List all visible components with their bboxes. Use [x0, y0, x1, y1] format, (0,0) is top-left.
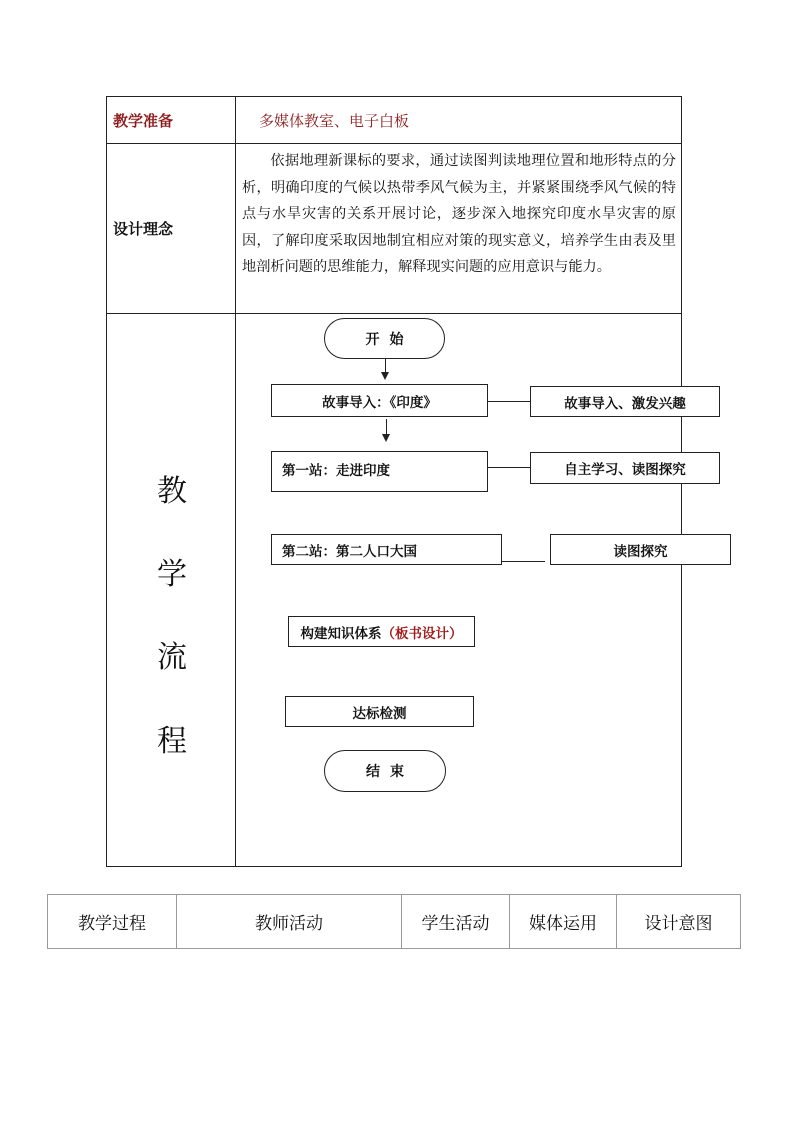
table-header-cell: 设计意图 [644, 913, 713, 934]
flow-arrow-line [386, 419, 387, 435]
table-header-cell: 教学过程 [78, 913, 146, 934]
concept-text: 依据地理新课标的要求，通过读图判读地理位置和地形特点的分析，明确印度的气候以热带季风气候为主，并紧紧围绕季风气候的特点与水旱灾害的关系开展讨论，逐步深入地探究印度水旱灾害的原因，了解印度采取因地制宜相应对策的现实意义，培养学生由表及里地剖析问题的思维能力，解释现实问题的应用意识与能力。 [242, 153, 676, 275]
flow-arrow-line [385, 359, 386, 373]
flow-connector [502, 561, 545, 562]
flow-story-box: 故事导入：《印度》 [271, 384, 488, 417]
flow-label-char: 程 [157, 724, 187, 759]
flow-build-label: 构建知识体系 [300, 625, 382, 642]
flow-build-note: （板书设计） [381, 625, 463, 642]
flow-label-char: 教 [157, 474, 187, 509]
prep-value: 多媒体教室、电子白板 [259, 112, 410, 130]
table-border [235, 96, 236, 867]
flow-station2-side-box: 读图探究 [550, 534, 731, 565]
flow-station1-side-box: 自主学习、读图探究 [530, 452, 720, 484]
table-header-cell: 教师活动 [255, 913, 323, 934]
table-header-cell: 媒体运用 [529, 913, 597, 934]
flow-station2-box: 第二站：第二人口大国 [271, 534, 502, 565]
table-header-cell: 学生活动 [421, 913, 490, 934]
table-border [106, 313, 682, 314]
table-border [106, 143, 682, 144]
arrow-down-icon [382, 434, 390, 442]
table-border [106, 866, 682, 867]
table-border [47, 948, 741, 949]
prep-label: 教学准备 [113, 112, 174, 130]
table-border [106, 96, 682, 97]
flow-label-char: 流 [157, 640, 187, 675]
concept-label: 设计理念 [113, 220, 174, 238]
flow-station1-box: 第一站：走进印度 [271, 451, 488, 492]
flow-story-side-box: 故事导入、激发兴趣 [530, 386, 720, 417]
table-border [740, 894, 741, 949]
flow-start-node: 开始 [324, 318, 445, 359]
flow-test-box: 达标检测 [285, 696, 474, 727]
flow-end-node: 结束 [324, 750, 446, 792]
flow-build-box [288, 616, 475, 647]
table-border [106, 96, 107, 867]
flow-connector [488, 401, 531, 402]
arrow-down-icon [381, 372, 389, 380]
flow-label-char: 学 [157, 557, 187, 592]
flow-connector [488, 467, 531, 468]
